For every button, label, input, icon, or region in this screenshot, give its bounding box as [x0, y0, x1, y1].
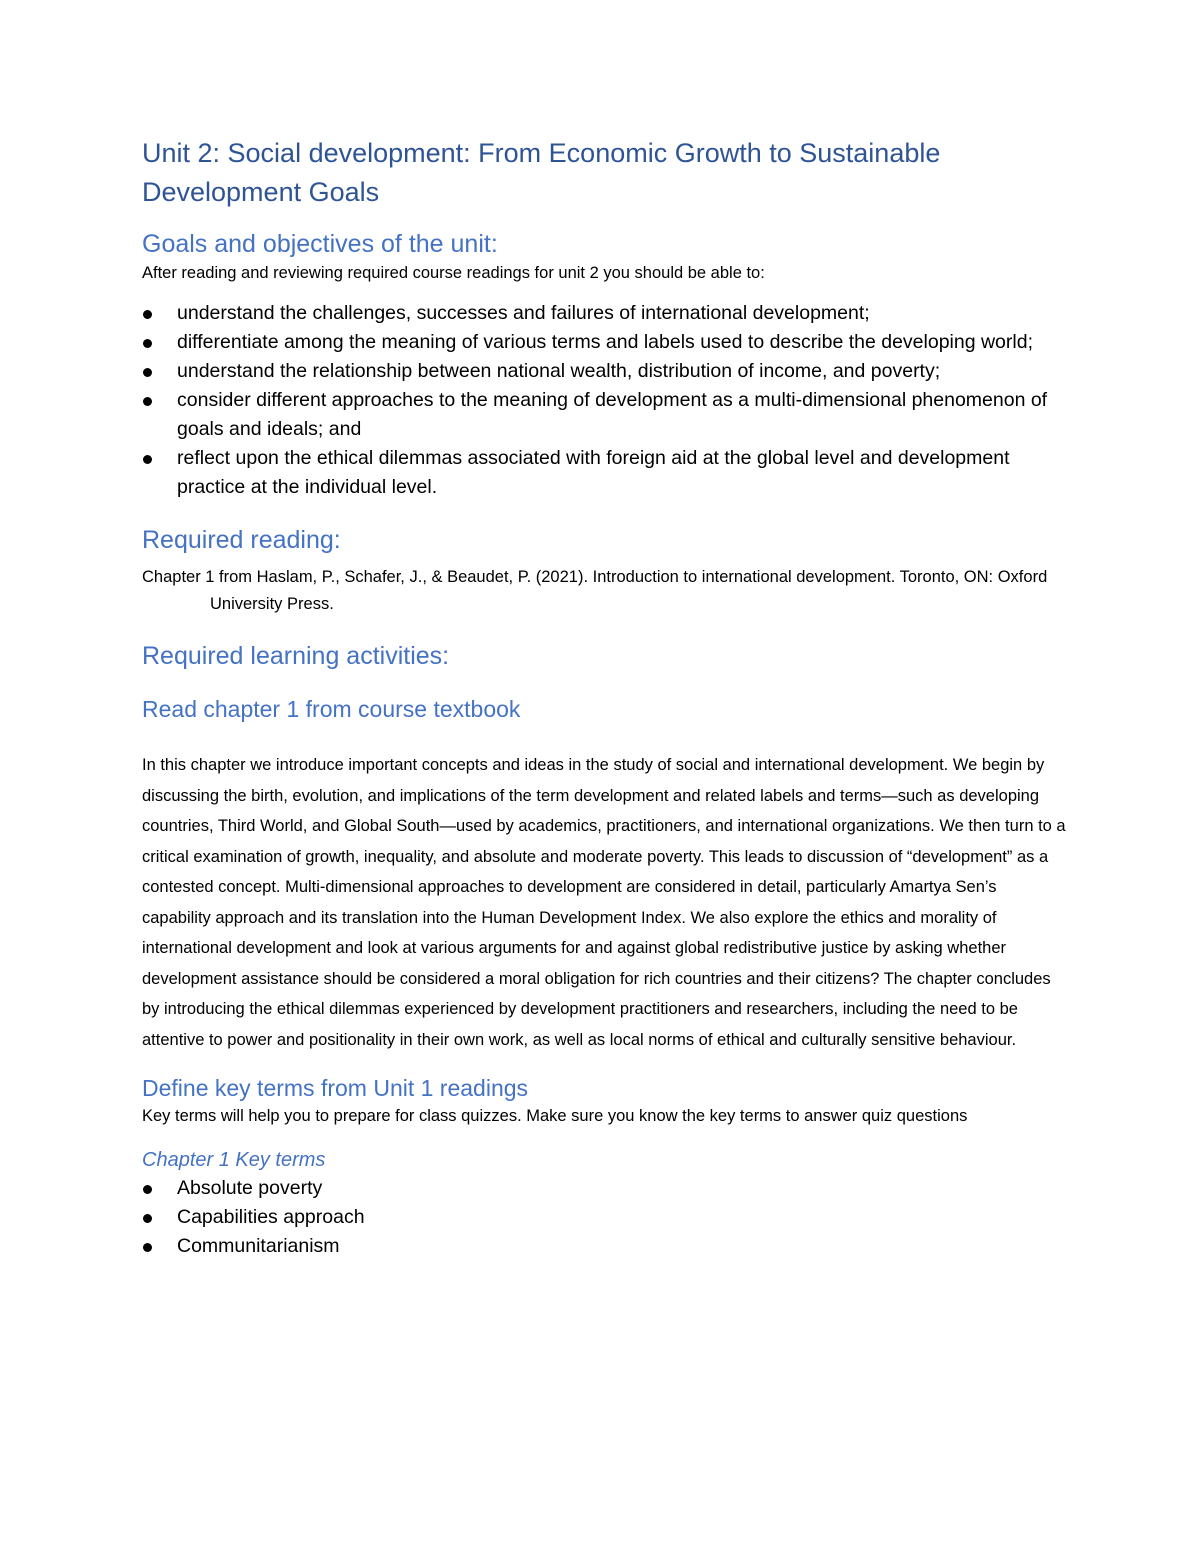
- list-item: [142, 1203, 1067, 1232]
- key-terms-heading: Chapter 1 Key terms: [142, 1149, 326, 1171]
- key-terms-list: [142, 1174, 1067, 1261]
- chapter-summary: In this chapter we introduce important concepts and ideas in the study of social and international development. We begin by discussing the birth, evolution, and implications of the term development and related labels and terms—such as developing countries, Third World, and Global South—used by academics, practitioners, and international organizations. We then turn to a critical examination of growth, inequality, and absolute and moderate poverty. This leads to discussion of “development” as a contested concept. Multi-dimensional approaches to development are considered in detail, particularly Amartya Sen’s capability approach and its translation into the Human Development Index. We also explore the ethics and morality of international development and look at various arguments for and against global redistributive justice by asking whether development assistance should be considered a moral obligation for rich countries and their citizens? The chapter concludes by introducing the ethical dilemmas experienced by development practitioners and researchers, including the need to be attentive to power and positionality in their own work, as well as local norms of ethical and culturally sensitive behaviour.: [142, 756, 1066, 1049]
- goals-intro: After reading and reviewing required course readings for unit 2 you should be able to:: [142, 264, 765, 282]
- goal-text: understand the challenges, successes and failures of international development;: [177, 302, 870, 324]
- list-item: [142, 299, 1067, 328]
- goal-text: reflect upon the ethical dilemmas associated with foreign aid at the global level and development practice at the individual level.: [177, 447, 1010, 498]
- bullet-icon: [143, 1243, 152, 1252]
- document-page: [142, 134, 1067, 1261]
- list-item: [142, 444, 1067, 502]
- required-reading-heading: Required reading:: [142, 526, 341, 554]
- bullet-icon: [143, 397, 152, 406]
- bullet-icon: [143, 339, 152, 348]
- list-item: [142, 328, 1067, 357]
- bullet-icon: [143, 455, 152, 464]
- key-term: Communitarianism: [177, 1235, 340, 1257]
- bullet-icon: [143, 1185, 152, 1194]
- bullet-icon: [143, 1214, 152, 1223]
- define-terms-heading: Define key terms from Unit 1 readings: [142, 1075, 529, 1101]
- reading-citation: Chapter 1 from Haslam, P., Schafer, J., & Beaudet, P. (2021). Introduction to international development. Toronto, ON: Oxford University Press.: [142, 568, 1048, 613]
- bullet-icon: [143, 310, 152, 319]
- goals-heading: Goals and objectives of the unit:: [142, 230, 498, 258]
- page-title: Unit 2: Social development: From Economic Growth to Sustainable Development Goals: [142, 138, 941, 207]
- goal-text: consider different approaches to the meaning of development as a multi-dimensional phenomenon of goals and ideals; and: [177, 389, 1048, 440]
- goal-text: understand the relationship between national wealth, distribution of income, and poverty;: [177, 360, 941, 382]
- list-item: [142, 357, 1067, 386]
- learning-activities-heading: Required learning activities:: [142, 642, 450, 670]
- define-terms-text: Key terms will help you to prepare for class quizzes. Make sure you know the key terms to answer quiz questions: [142, 1107, 968, 1125]
- goals-list: [142, 299, 1067, 502]
- key-term: Capabilities approach: [177, 1206, 365, 1228]
- list-item: [142, 1232, 1067, 1261]
- list-item: [142, 386, 1067, 444]
- list-item: [142, 1174, 1067, 1203]
- bullet-icon: [143, 368, 152, 377]
- key-term: Absolute poverty: [177, 1177, 323, 1199]
- read-chapter-heading: Read chapter 1 from course textbook: [142, 696, 521, 722]
- goal-text: differentiate among the meaning of various terms and labels used to describe the developing world;: [177, 331, 1033, 353]
